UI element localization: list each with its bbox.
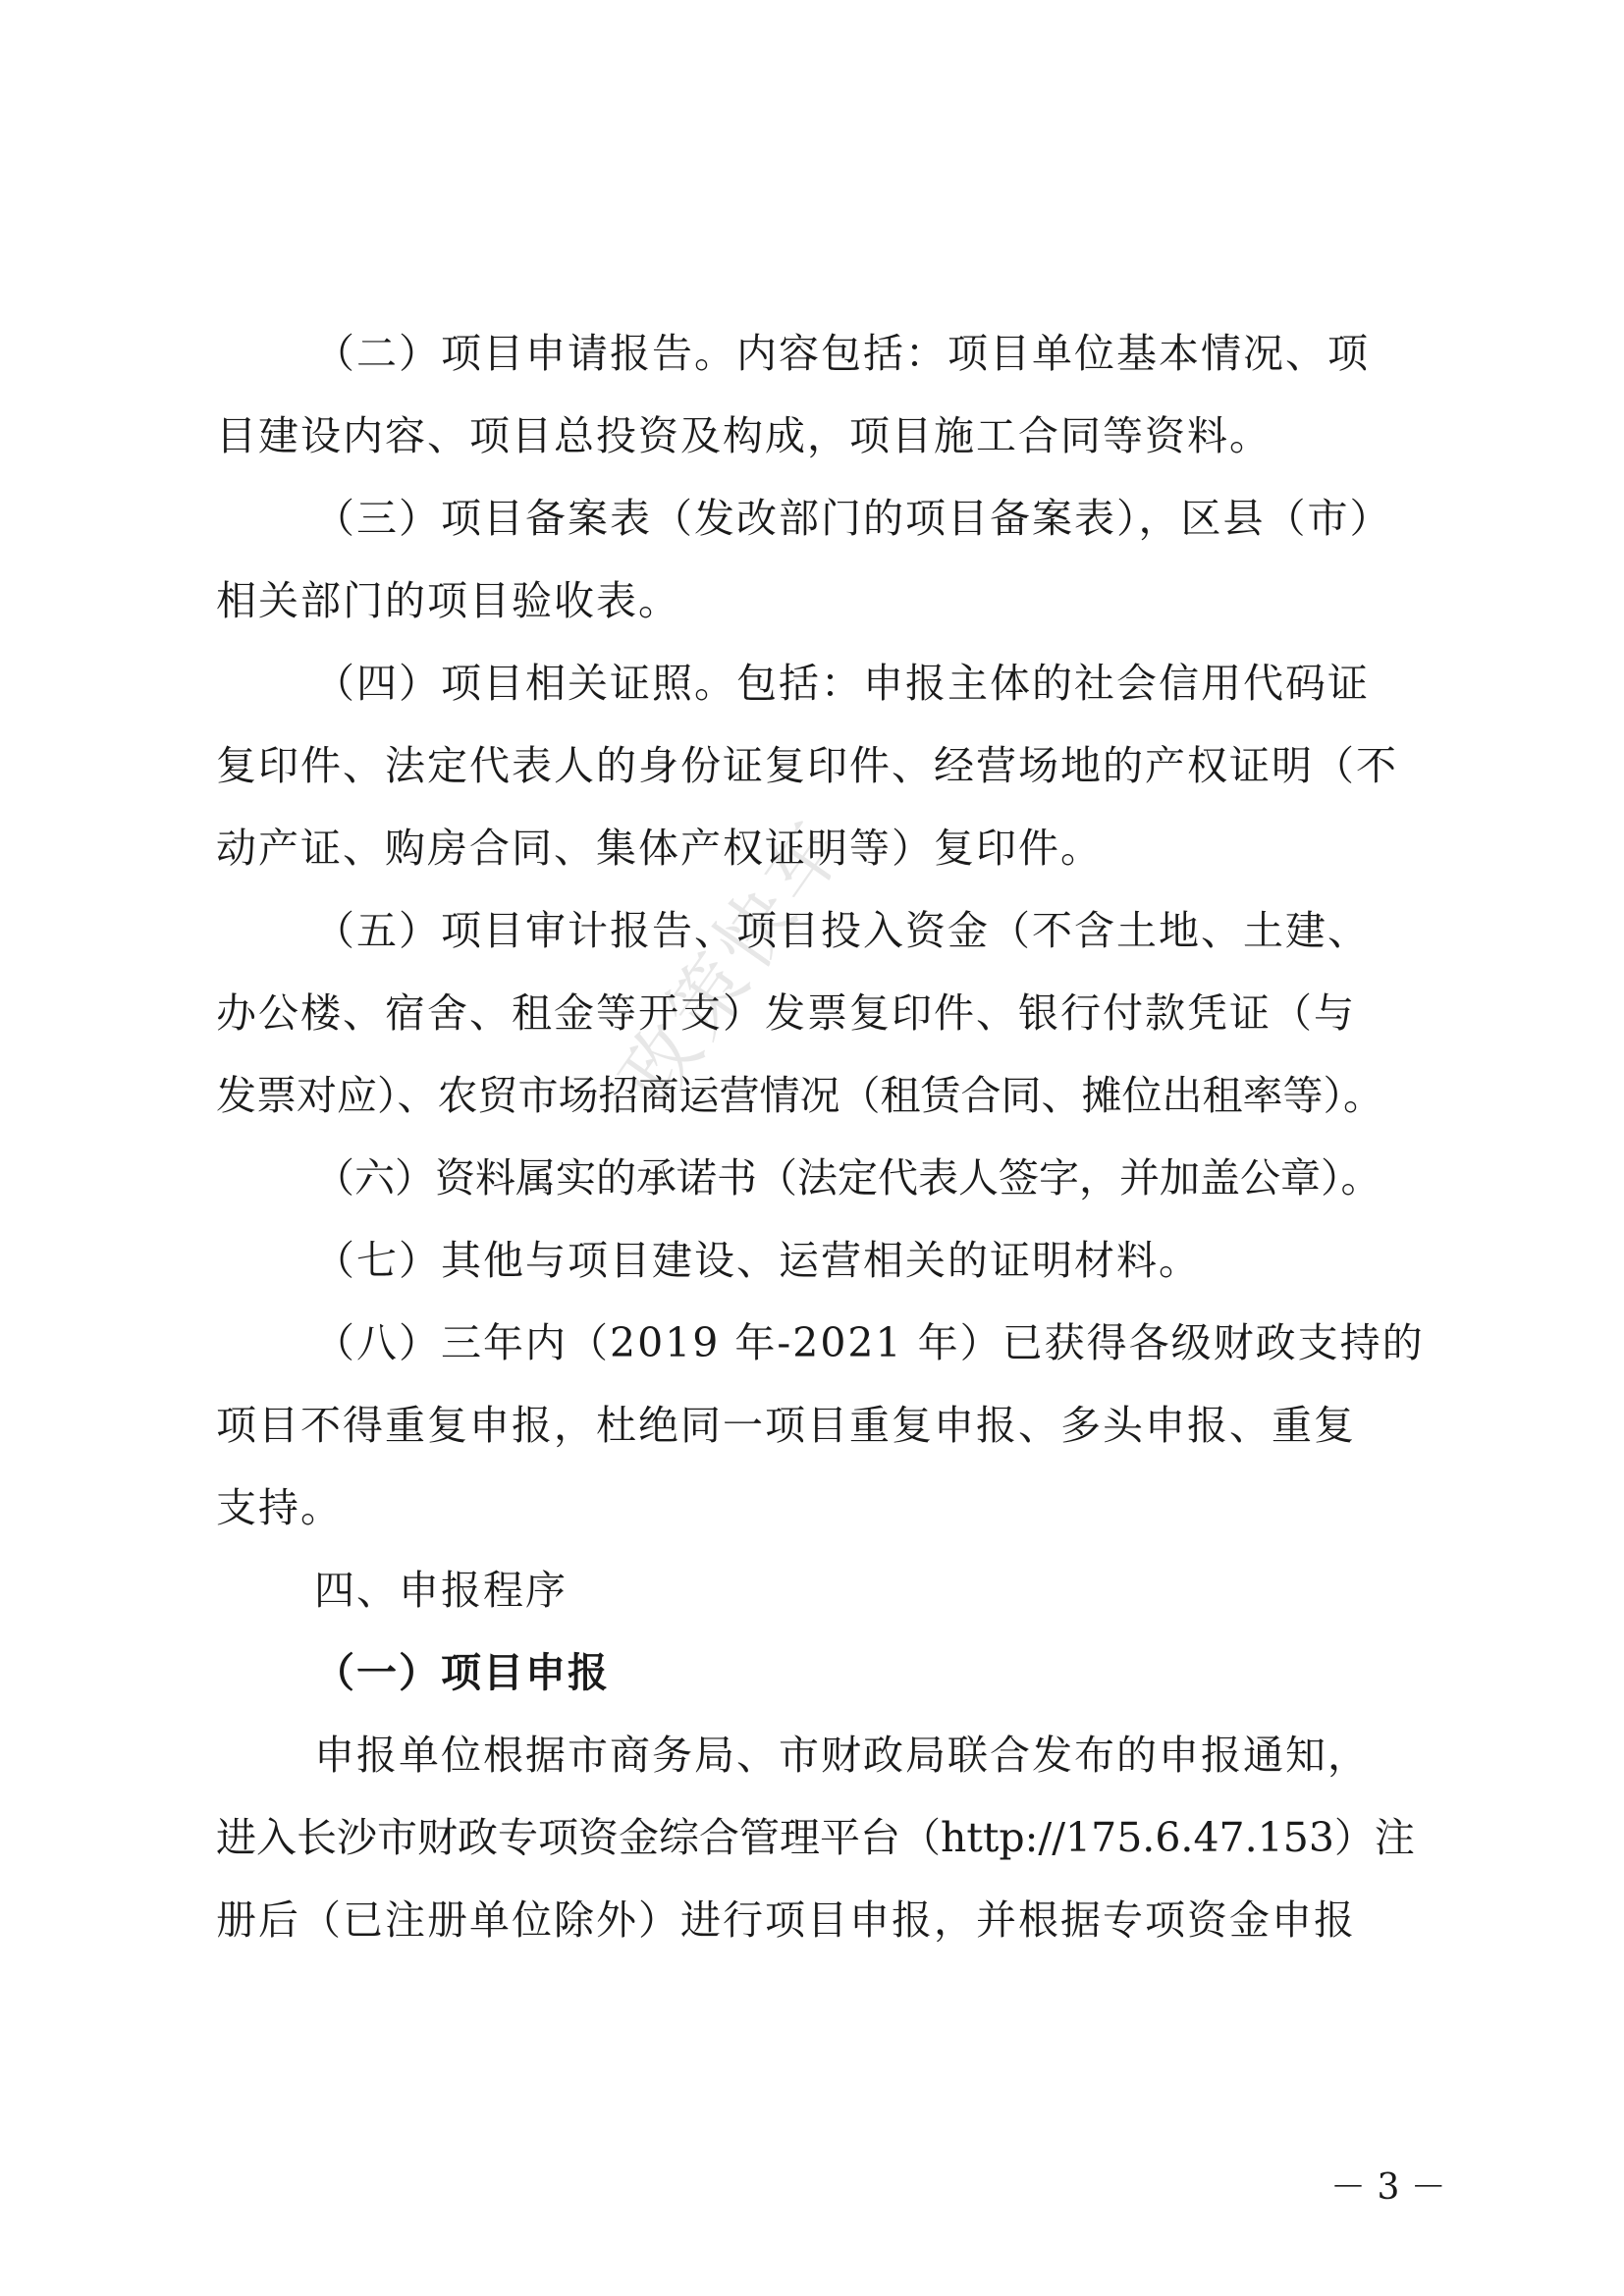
paragraph-line-item-6: （六）资料属实的承诺书（法定代表人签字，并加盖公章）。: [314, 1154, 1381, 1201]
paragraph-line-item-8-first: （八）三年内（2019 年-2021 年）已获得各级财政支持的: [314, 1319, 1425, 1366]
paragraph-line-item-4-cont-2: 动产证、购房合同、集体产权证明等）复印件。: [216, 825, 1103, 872]
page-number: － 3 －: [1330, 2167, 1446, 2208]
paragraph-line-item-3-cont: 相关部门的项目验收表。: [216, 577, 680, 624]
body-line-1: 申报单位根据市商务局、市财政局联合发布的申报通知，: [314, 1732, 1370, 1779]
paragraph-line-item-8-cont-1: 项目不得重复申报，杜绝同一项目重复申报、多头申报、重复: [216, 1402, 1356, 1449]
paragraph-line-item-5-cont-2: 发票对应）、农贸市场招商运营情况（租赁合同、摊位出租率等）。: [216, 1072, 1383, 1119]
paragraph-line-item-7: （七）其他与项目建设、运营相关的证明材料。: [314, 1237, 1201, 1284]
paragraph-line-item-8-cont-2: 支持。: [216, 1484, 343, 1531]
paragraph-line-item-2-first: （二）项目申请报告。内容包括：项目单位基本情况、项: [314, 330, 1370, 377]
body-line-3: 册后（已注册单位除外）进行项目申报，并根据专项资金申报: [216, 1896, 1356, 1944]
paragraph-line-item-5-first: （五）项目审计报告、项目投入资金（不含土地、土建、: [314, 907, 1370, 954]
subsection-heading: （一）项目申报: [314, 1649, 610, 1696]
paragraph-line-item-4-first: （四）项目相关证照。包括：申报主体的社会信用代码证: [314, 660, 1370, 707]
body-line-2: 进入长沙市财政专项资金综合管理平台（http://175.6.47.153）注: [216, 1814, 1415, 1861]
paragraph-line-item-3-first: （三）项目备案表（发改部门的项目备案表），区县（市）: [314, 495, 1392, 542]
paragraph-line-item-2-cont: 目建设内容、项目总投资及构成，项目施工合同等资料。: [216, 412, 1272, 459]
section-heading: 四、申报程序: [314, 1567, 568, 1614]
paragraph-line-item-5-cont-1: 办公楼、宿舍、租金等开支）发票复印件、银行付款凭证（与: [216, 989, 1356, 1037]
paragraph-line-item-4-cont-1: 复印件、法定代表人的身份证复印件、经营场地的产权证明（不: [216, 742, 1398, 789]
watermark: 政策快车: [603, 800, 866, 1121]
